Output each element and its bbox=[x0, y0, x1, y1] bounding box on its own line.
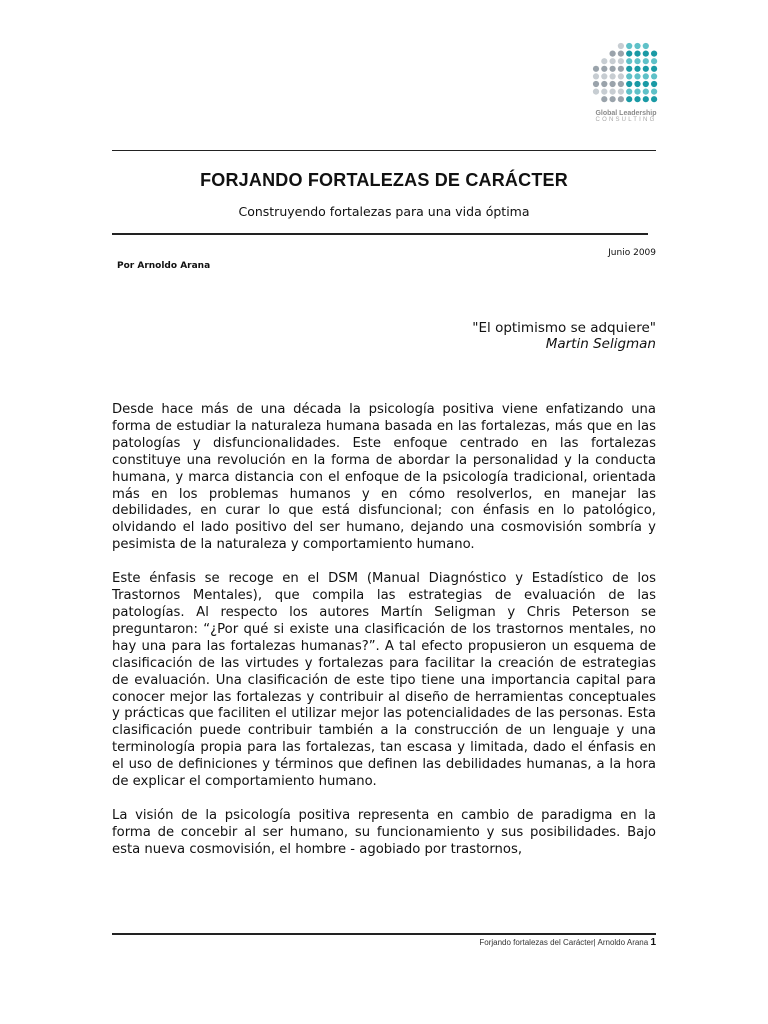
logo-text-primary: Global Leadership bbox=[595, 110, 657, 117]
logo-dot bbox=[634, 66, 640, 72]
logo-dot bbox=[651, 96, 657, 102]
logo-dot bbox=[626, 96, 632, 102]
logo-dot bbox=[593, 89, 599, 95]
logo-dot bbox=[626, 81, 632, 87]
logo-dot bbox=[593, 66, 599, 72]
logo-dot bbox=[618, 58, 624, 64]
header-rule bbox=[112, 150, 656, 151]
paragraph: Este énfasis se recoge en el DSM (Manual Diagnóstico y Estadístico de los Trastornos Mentales), que compila las estrategias de evaluación de las patologías. Al respecto los autores Martín Seligman y Chris Peterson se preguntaron: “¿Por qué si existe una clasificación de los trastornos mentales, no hay una para las fortalezas humanas?”. A tal efecto propusieron un esquema de clasificación de las virtudes y fortalezas para facilitar la creación de estrategias de evaluación. Una clasificación de este tipo tiene una importancia capital para conocer mejor las fortalezas y contribuir al diseño de herramientas conceptuales y prácticas que faciliten el utilizar mejor las potencialidades de las personas. Esta clasificación puede contribuir también a la construcción de un lenguaje y una terminología propia para las fortalezas, tan escasa y limitada, dado el énfasis en el uso de definiciones y términos que definen las debilidades humanas, a la hora de explicar el comportamiento humano. bbox=[112, 571, 656, 790]
logo-dot bbox=[634, 73, 640, 79]
logo-dot bbox=[626, 66, 632, 72]
logo-text-secondary: CONSULTING bbox=[595, 117, 657, 123]
paragraph: La visión de la psicología positiva representa en cambio de paradigma en la forma de concebir al ser humano, su funcionamiento y sus posibilidades. Bajo esta nueva cosmovisión, el hombre - agobiado por trastornos, bbox=[112, 807, 656, 857]
logo-dot bbox=[651, 81, 657, 87]
logo-dot bbox=[593, 73, 599, 79]
logo-dot bbox=[601, 58, 607, 64]
logo-dot bbox=[618, 96, 624, 102]
logo-dot bbox=[618, 51, 624, 57]
logo-dot bbox=[643, 51, 649, 57]
logo-dot bbox=[634, 43, 640, 49]
logo-dot bbox=[601, 89, 607, 95]
logo-dot bbox=[601, 66, 607, 72]
document-title: FORJANDO FORTALEZAS DE CARÁCTER bbox=[200, 170, 568, 190]
logo-dot bbox=[643, 81, 649, 87]
quote-text: "El optimismo se adquiere" bbox=[472, 320, 656, 336]
page-footer bbox=[479, 937, 656, 948]
logo-dot bbox=[601, 81, 607, 87]
logo-dot bbox=[626, 73, 632, 79]
logo-dot bbox=[634, 96, 640, 102]
logo-dot bbox=[610, 81, 616, 87]
paragraph: Desde hace más de una década la psicología positiva viene enfatizando una forma de estudiar la naturaleza humana basada en las fortalezas, más que en las patologías y disfuncionalidades. Este enfoque centrado en las fortalezas constituye una revolución en la forma de abordar la personalidad y la conducta humana, y marca distancia con el enfoque de la psicología tradicional, orientada más en los problemas humanos y en cómo resolverlos, en manejar las debilidades, en curar lo que está disfuncional; con énfasis en lo patológico, olvidando el lado positivo del ser humano, dejando una cosmovisión sombría y pesimista de la naturaleza y comportamiento humano. bbox=[112, 402, 656, 553]
logo-dot bbox=[643, 58, 649, 64]
logo-dot bbox=[601, 96, 607, 102]
logo-dot bbox=[618, 66, 624, 72]
logo-dot bbox=[651, 66, 657, 72]
logo-dot bbox=[626, 51, 632, 57]
logo-dot bbox=[651, 58, 657, 64]
logo-dot bbox=[643, 73, 649, 79]
logo-dot bbox=[601, 73, 607, 79]
footer-rule bbox=[112, 933, 656, 935]
logo-dot bbox=[618, 89, 624, 95]
quote-author: Martin Seligman bbox=[545, 336, 656, 352]
page-number: 1 bbox=[650, 937, 656, 948]
logo-dot bbox=[593, 81, 599, 87]
logo-dot bbox=[610, 89, 616, 95]
logo-dot bbox=[651, 73, 657, 79]
logo-dot bbox=[618, 43, 624, 49]
logo-dot bbox=[626, 43, 632, 49]
logo-dot bbox=[610, 73, 616, 79]
document-subtitle: Construyendo fortalezas para una vida óptima bbox=[238, 204, 530, 219]
logo-dot bbox=[651, 89, 657, 95]
logo-dot bbox=[643, 43, 649, 49]
logo-dot bbox=[618, 73, 624, 79]
company-logo bbox=[590, 40, 662, 123]
logo-dot bbox=[626, 58, 632, 64]
logo-dot bbox=[643, 96, 649, 102]
logo-dot bbox=[634, 81, 640, 87]
logo-dot bbox=[634, 51, 640, 57]
logo-dot bbox=[610, 66, 616, 72]
body-text bbox=[112, 402, 656, 876]
logo-dot bbox=[618, 81, 624, 87]
document-date: Junio 2009 bbox=[608, 248, 656, 258]
logo-dot bbox=[651, 51, 657, 57]
logo-dot bbox=[634, 89, 640, 95]
logo-dot bbox=[634, 58, 640, 64]
logo-dot bbox=[643, 89, 649, 95]
logo-dot bbox=[610, 96, 616, 102]
title-rule bbox=[112, 233, 648, 235]
logo-dot bbox=[610, 51, 616, 57]
document-author: Por Arnoldo Arana bbox=[117, 261, 211, 271]
epigraph-quote bbox=[472, 320, 656, 352]
logo-dot bbox=[610, 58, 616, 64]
footer-text: Forjando fortalezas del Carácter| Arnoldo Arana bbox=[479, 938, 649, 947]
logo-dot bbox=[643, 66, 649, 72]
logo-dots-icon bbox=[590, 40, 662, 108]
logo-dot bbox=[626, 89, 632, 95]
